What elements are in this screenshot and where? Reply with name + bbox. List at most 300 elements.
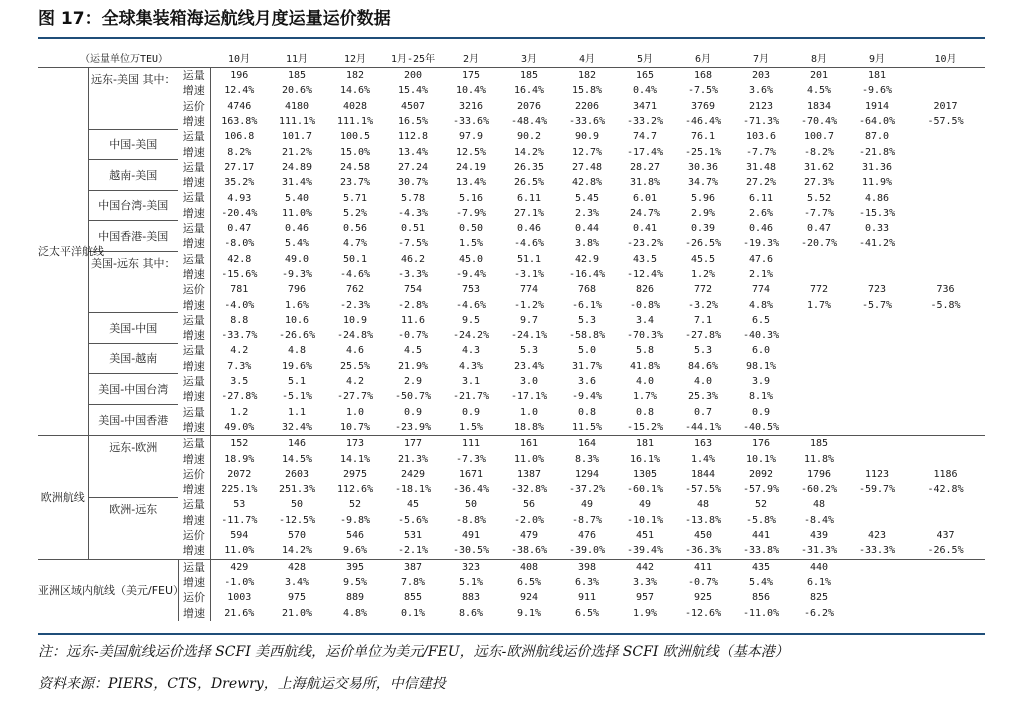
data-cell — [906, 359, 985, 374]
data-cell — [906, 144, 985, 159]
data-cell: 5.4% — [284, 238, 310, 250]
metric-label: 增速 — [178, 236, 210, 251]
data-cell: 437 — [936, 530, 955, 542]
table-row — [38, 83, 985, 98]
data-cell: 6.5% — [574, 607, 600, 619]
route-label: 美国-中国 — [88, 313, 178, 344]
data-cell: 429 — [210, 559, 268, 575]
data-cell: 5.3 — [694, 345, 713, 357]
data-cell: 1671 — [458, 468, 484, 480]
data-cell: 491 — [462, 530, 481, 542]
data-cell: 45.5 — [690, 253, 716, 265]
data-cell: -15.3% — [858, 207, 896, 219]
data-cell: 98.1% — [745, 360, 777, 372]
data-cell: 27.48 — [571, 161, 603, 173]
data-cell: -2.0% — [513, 514, 545, 526]
route-label: 美国-越南 — [88, 343, 178, 374]
metric-label: 增速 — [178, 297, 210, 312]
data-cell: 781 — [230, 284, 249, 296]
table-row — [38, 297, 985, 312]
data-cell: 103.6 — [745, 131, 777, 143]
data-cell: 1387 — [516, 468, 542, 480]
data-cell: 11.0% — [224, 545, 255, 557]
data-cell: 6.0 — [752, 345, 771, 357]
data-cell: 5.0 — [578, 345, 597, 357]
title-divider — [38, 37, 985, 39]
data-cell: 7.3% — [227, 360, 252, 372]
data-cell: 25.3% — [687, 391, 719, 403]
data-cell: 13.4% — [397, 146, 429, 158]
month-header: 12月 — [326, 52, 384, 68]
data-cell: 4.2 — [230, 345, 249, 357]
data-cell: 8.2% — [227, 146, 252, 158]
data-cell: 27.2% — [745, 177, 777, 189]
data-cell — [790, 343, 848, 358]
data-cell: 0.46 — [284, 223, 310, 235]
data-cell: -3.1% — [513, 269, 545, 280]
table-note: 注：远东-美国航线运价选择 SCFI 美西航线，运价单位为美元/FEU，远东-欧洲航线运价选择 SCFI 欧洲航线（基本港） — [38, 644, 789, 660]
data-cell: 0.33 — [864, 223, 890, 235]
data-cell: 50.1 — [342, 253, 368, 265]
data-cell: 4.8 — [288, 345, 307, 357]
data-cell: 2.9 — [404, 376, 423, 388]
data-cell: 4.2 — [346, 376, 365, 388]
data-cell: 1796 — [806, 468, 832, 480]
data-cell: 20.6% — [281, 85, 313, 97]
data-cell: -37.2% — [568, 484, 606, 496]
table-row — [38, 313, 985, 328]
metric-label: 增速 — [178, 420, 210, 436]
data-cell: 450 — [694, 530, 713, 542]
table-row — [38, 190, 985, 205]
data-cell: 2.3% — [574, 207, 600, 219]
data-cell: 49.0 — [284, 253, 310, 265]
data-cell: -41.2% — [858, 238, 896, 250]
data-cell: 4.7% — [342, 238, 368, 250]
data-cell — [906, 374, 985, 389]
data-cell: 1.5% — [458, 238, 484, 250]
data-cell: -64.0% — [858, 116, 896, 128]
data-cell: 774 — [752, 284, 771, 296]
data-cell: 4028 — [342, 100, 368, 112]
data-cell — [790, 374, 848, 389]
data-cell: 0.56 — [342, 223, 368, 235]
data-cell — [848, 267, 906, 282]
data-cell: 3471 — [632, 100, 658, 112]
data-cell: 0.7 — [694, 406, 713, 418]
data-cell: -23.2% — [626, 238, 664, 250]
data-cell: 181 — [848, 68, 906, 84]
table-row — [38, 160, 985, 175]
data-cell: -13.8% — [684, 514, 722, 526]
data-cell: -5.8% — [930, 299, 961, 311]
data-cell: 4180 — [284, 100, 310, 112]
data-cell — [906, 83, 985, 98]
data-cell — [906, 236, 985, 251]
data-cell — [790, 252, 848, 267]
data-cell: 408 — [500, 559, 558, 575]
metric-label: 增速 — [178, 482, 210, 497]
data-cell: -20.4% — [221, 207, 258, 219]
data-cell: 9.6% — [342, 545, 368, 557]
data-cell: 856 — [752, 592, 771, 604]
data-cell: 423 — [868, 530, 887, 542]
data-cell: -33.2% — [626, 116, 664, 128]
data-cell: 0.9 — [752, 406, 771, 418]
data-cell: 21.0% — [281, 607, 313, 619]
metric-label: 增速 — [178, 83, 210, 98]
table-row — [38, 497, 985, 512]
data-cell: 12.5% — [455, 146, 487, 158]
data-cell: -10.1% — [626, 514, 664, 526]
data-cell: 911 — [578, 592, 597, 604]
data-cell: 11.5% — [571, 421, 603, 433]
data-cell: 31.36 — [861, 161, 893, 173]
data-cell: 774 — [520, 284, 539, 296]
data-cell: -31.3% — [800, 545, 838, 557]
data-cell: 76.1 — [690, 131, 716, 143]
data-cell: -26.6% — [278, 330, 316, 342]
data-cell: 754 — [404, 284, 423, 296]
data-cell: 50 — [291, 499, 304, 511]
data-cell — [790, 405, 848, 420]
data-cell: -1.0% — [224, 576, 255, 588]
data-cell: 11.6 — [400, 314, 426, 326]
table-row — [38, 267, 985, 282]
data-cell: 11.9% — [861, 177, 893, 189]
metric-label: 运量 — [178, 405, 210, 420]
data-cell: 14.5% — [281, 453, 313, 465]
data-cell: 16.4% — [513, 85, 545, 97]
data-cell: 101.7 — [281, 131, 313, 143]
data-cell: 146 — [268, 436, 326, 452]
data-cell: 7.8% — [400, 576, 426, 588]
data-cell: -18.1% — [394, 484, 432, 496]
data-cell: -70.4% — [800, 116, 838, 128]
data-cell: 6.11 — [748, 192, 774, 204]
data-cell: -59.7% — [858, 484, 896, 496]
metric-label: 运价 — [178, 528, 210, 543]
data-cell: 18.9% — [224, 453, 255, 465]
table-row — [38, 389, 985, 404]
data-cell: 42.8% — [571, 177, 603, 189]
data-cell: -24.1% — [510, 330, 548, 342]
data-cell — [848, 497, 906, 512]
table-row — [38, 328, 985, 343]
month-header: 7月 — [732, 52, 790, 68]
data-cell: 2072 — [227, 468, 252, 480]
data-cell — [906, 451, 985, 466]
data-cell: 8.6% — [458, 607, 484, 619]
data-cell: -15.2% — [626, 421, 664, 433]
month-header: 10月 — [906, 52, 985, 68]
data-cell: 479 — [520, 530, 539, 542]
table-row — [38, 144, 985, 159]
data-cell: 736 — [936, 284, 955, 296]
data-cell: 49 — [581, 499, 594, 511]
data-cell: 546 — [346, 530, 365, 542]
month-header: 11月 — [268, 52, 326, 68]
data-cell: -38.6% — [510, 545, 548, 557]
data-cell: 31.4% — [281, 177, 313, 189]
metric-label: 运量 — [178, 343, 210, 358]
metric-label: 增速 — [178, 605, 210, 620]
table-row — [38, 206, 985, 221]
data-cell: 30.36 — [687, 161, 719, 173]
table-row — [38, 559, 985, 575]
data-cell: -5.8% — [745, 514, 777, 526]
route-label: 中国-美国 — [88, 129, 178, 160]
data-cell: 5.1% — [458, 576, 484, 588]
table-row — [38, 99, 985, 114]
data-cell — [906, 513, 985, 528]
data-cell: -6.2% — [803, 607, 835, 619]
data-cell: 531 — [404, 530, 423, 542]
data-cell: -8.8% — [455, 514, 487, 526]
data-cell: 5.16 — [458, 192, 484, 204]
data-cell: 4.3 — [462, 345, 481, 357]
data-cell: 21.6% — [224, 607, 255, 619]
table-row — [38, 359, 985, 374]
data-cell: 32.4% — [281, 421, 313, 433]
table-row — [38, 374, 985, 389]
data-cell: -4.6% — [339, 269, 371, 280]
data-cell: 1.0 — [346, 406, 365, 418]
data-cell — [906, 206, 985, 221]
data-cell: 10.7% — [339, 421, 371, 433]
data-cell: 47.6 — [748, 253, 774, 265]
data-cell: 1.0 — [520, 406, 539, 418]
data-cell: 2.1% — [748, 269, 774, 280]
data-cell: 3.0 — [520, 376, 539, 388]
data-cell: 0.8 — [578, 406, 597, 418]
data-cell: 889 — [346, 592, 365, 604]
data-cell — [790, 420, 848, 436]
data-cell: 3.4 — [636, 314, 655, 326]
data-cell: 21.3% — [397, 453, 429, 465]
data-cell: 177 — [384, 436, 442, 452]
data-cell: 4.5 — [404, 345, 423, 357]
data-cell: 0.47 — [227, 223, 252, 235]
data-cell: -8.7% — [571, 514, 603, 526]
data-cell: 51.1 — [516, 253, 542, 265]
metric-label: 增速 — [178, 513, 210, 528]
data-cell: 168 — [674, 68, 732, 84]
data-cell: -33.6% — [568, 116, 606, 128]
data-cell — [790, 359, 848, 374]
data-cell: 201 — [790, 68, 848, 84]
data-cell: -27.7% — [336, 391, 374, 403]
data-cell — [848, 389, 906, 404]
data-cell: -58.8% — [568, 330, 606, 342]
data-cell: 4.5% — [806, 85, 832, 97]
table-bottom-rule — [38, 633, 985, 635]
data-cell: 49.0% — [224, 421, 255, 433]
data-cell: 90.9 — [574, 131, 600, 143]
data-cell: 15.0% — [339, 146, 371, 158]
metric-label: 运量 — [178, 252, 210, 267]
data-cell: 181 — [616, 436, 674, 452]
data-cell: -8.4% — [803, 514, 835, 526]
data-cell: 883 — [462, 592, 481, 604]
data-cell: -70.3% — [626, 330, 664, 342]
data-cell: 772 — [810, 284, 829, 296]
data-cell: 46.2 — [400, 253, 426, 265]
data-cell: 4.0 — [694, 376, 713, 388]
data-cell: 0.44 — [574, 223, 600, 235]
data-cell: 14.2% — [513, 146, 545, 158]
data-cell: -36.3% — [684, 545, 722, 557]
data-cell: 723 — [868, 284, 887, 296]
metric-label: 运价 — [178, 590, 210, 605]
data-cell: -26.5% — [684, 238, 722, 250]
data-cell: 4746 — [227, 100, 252, 112]
data-cell: 251.3% — [278, 484, 316, 496]
data-cell: 176 — [732, 436, 790, 452]
data-cell: -7.7% — [745, 146, 777, 158]
data-cell: 4.3% — [458, 360, 484, 372]
data-cell: 4.6 — [346, 345, 365, 357]
data-cell: -9.8% — [339, 514, 371, 526]
data-cell — [906, 389, 985, 404]
month-header: 6月 — [674, 52, 732, 68]
metric-label: 运量 — [178, 221, 210, 236]
data-cell: 21.2% — [281, 146, 313, 158]
data-cell: 4507 — [400, 100, 426, 112]
data-cell: 18.8% — [513, 421, 545, 433]
data-cell: -60.1% — [626, 484, 664, 496]
data-cell: 49 — [639, 499, 652, 511]
data-cell: 435 — [732, 559, 790, 575]
data-cell: 5.3 — [520, 345, 539, 357]
data-cell: 111.1% — [278, 116, 316, 128]
data-cell: 1003 — [227, 592, 252, 604]
data-cell: 28.27 — [629, 161, 661, 173]
data-cell: -33.3% — [858, 545, 896, 557]
data-cell: 106.8 — [224, 131, 255, 143]
metric-label: 增速 — [178, 267, 210, 282]
data-cell: -24.8% — [336, 330, 374, 342]
data-cell: -2.1% — [397, 545, 429, 557]
data-cell: 56 — [523, 499, 536, 511]
data-cell: 43.5 — [632, 253, 658, 265]
data-cell: -60.2% — [800, 484, 838, 496]
data-cell: -5.7% — [861, 299, 893, 311]
data-cell: 4.8% — [748, 299, 774, 311]
data-cell: 6.1% — [806, 576, 832, 588]
table-row — [38, 282, 985, 297]
data-cell: 111 — [442, 436, 500, 452]
data-cell: 31.7% — [571, 360, 603, 372]
metric-label: 增速 — [178, 114, 210, 129]
table-row — [38, 252, 985, 267]
data-cell: 957 — [636, 592, 655, 604]
metric-label: 增速 — [178, 389, 210, 404]
data-cell: -0.7% — [397, 330, 429, 342]
data-cell: 2975 — [342, 468, 368, 480]
data-cell: 112.6% — [336, 484, 374, 496]
data-cell: 2123 — [748, 100, 774, 112]
data-cell: -57.5% — [927, 116, 964, 128]
data-cell — [906, 590, 985, 605]
table-row — [38, 236, 985, 251]
data-cell: 925 — [694, 592, 713, 604]
data-cell: 42.8 — [227, 253, 252, 265]
table-row — [38, 68, 985, 84]
data-cell — [906, 497, 985, 512]
data-cell — [906, 436, 985, 452]
data-cell: 1.5% — [458, 421, 484, 433]
data-cell: 25.5% — [339, 360, 371, 372]
data-cell: 5.71 — [342, 192, 368, 204]
route-label: 美国-中国香港 — [88, 405, 178, 436]
table-row — [38, 405, 985, 420]
data-cell: -57.5% — [684, 484, 722, 496]
data-cell: -19.3% — [742, 238, 780, 250]
data-cell: 4.93 — [227, 192, 252, 204]
data-cell: -4.0% — [224, 299, 255, 311]
data-cell: 52 — [755, 499, 768, 511]
data-cell — [848, 359, 906, 374]
data-cell: 9.5 — [462, 314, 481, 326]
data-cell: 9.5% — [342, 576, 368, 588]
data-cell: 5.40 — [284, 192, 310, 204]
data-cell: -39.4% — [626, 545, 664, 557]
data-cell: 53 — [233, 499, 246, 511]
data-cell: 762 — [346, 284, 365, 296]
data-cell: 165 — [616, 68, 674, 84]
data-cell: -32.8% — [510, 484, 548, 496]
data-cell: 90.2 — [516, 131, 542, 143]
shipping-data-table — [38, 52, 985, 621]
data-cell: -5.1% — [281, 391, 313, 403]
data-cell: 74.7 — [632, 131, 658, 143]
data-cell: 8.1% — [748, 391, 774, 403]
data-cell: 12.4% — [224, 85, 255, 97]
data-cell: -39.0% — [568, 545, 606, 557]
data-cell: 0.46 — [516, 223, 542, 235]
data-cell: -40.3% — [742, 330, 780, 342]
month-header: 2月 — [442, 52, 500, 68]
metric-label: 增速 — [178, 575, 210, 590]
data-cell: 1305 — [632, 468, 658, 480]
metric-label: 运量 — [178, 68, 210, 84]
data-cell: -9.4% — [571, 391, 603, 403]
data-cell: 3769 — [690, 100, 716, 112]
metric-label: 运量 — [178, 160, 210, 175]
data-cell: 45.0 — [458, 253, 484, 265]
data-cell: 594 — [230, 530, 249, 542]
data-cell: 173 — [326, 436, 384, 452]
data-cell: -4.3% — [397, 207, 429, 219]
data-cell: 41.8% — [629, 360, 661, 372]
data-cell: 1.6% — [284, 299, 310, 311]
data-cell: -7.9% — [455, 207, 487, 219]
data-cell: 42.9 — [574, 253, 600, 265]
data-cell: 924 — [520, 592, 539, 604]
data-cell: 19.6% — [281, 360, 313, 372]
data-cell — [848, 405, 906, 420]
data-cell: -9.6% — [861, 85, 893, 97]
data-cell: -11.0% — [742, 607, 780, 619]
table-row — [38, 114, 985, 129]
data-cell: 52 — [349, 499, 362, 511]
data-cell: 3.5 — [230, 376, 249, 388]
data-cell: 7.1 — [694, 314, 713, 326]
data-cell: 3.9 — [752, 376, 771, 388]
data-cell: 5.2% — [342, 207, 368, 219]
data-cell — [848, 328, 906, 343]
